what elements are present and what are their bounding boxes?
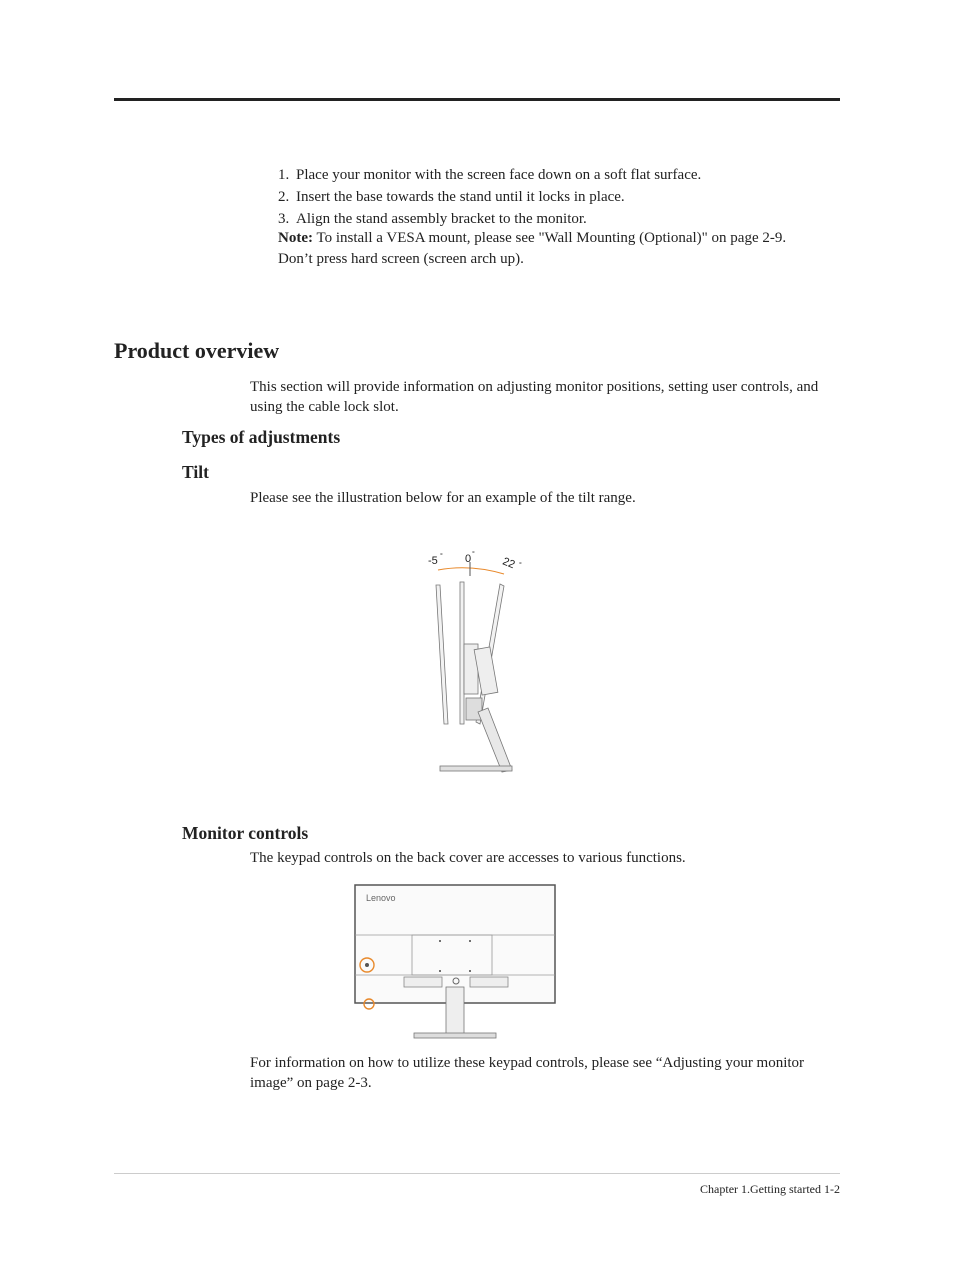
- note-block: [278, 228, 838, 270]
- assembly-steps: [278, 164, 838, 230]
- controls-info: For information on how to utilize these keypad controls, please see “Adjusting your monitor image” on page 2-3.: [250, 1055, 805, 1091]
- screen-tilt-back: [436, 585, 448, 724]
- note-text: To install a VESA mount, please see "Wall Mounting (Optional)" on page 2-9.: [312, 230, 787, 246]
- tilt-title: Tilt: [182, 462, 209, 482]
- monitor-logo: Lenovo: [366, 893, 396, 903]
- controls-description: The keypad controls on the back cover are accesses to various functions.: [250, 850, 686, 866]
- stand-neck-back: [446, 987, 464, 1037]
- screen-upright: [460, 582, 464, 724]
- step-item: 1. Place your monitor with the screen face down on a soft flat surface.: [278, 167, 702, 183]
- footer-rule: [114, 1173, 840, 1174]
- tilt-illustration: [420, 548, 530, 776]
- page-footer: Chapter 1.Getting started 1-2: [700, 1182, 840, 1196]
- note-line2: Don’t press hard screen (screen arch up).: [278, 251, 524, 267]
- stand-base-back: [414, 1033, 496, 1038]
- tilt-label-zero: 0: [465, 553, 472, 565]
- stand-base: [440, 766, 512, 771]
- note-label: Note:: [278, 230, 313, 246]
- tilt-label-minus: -5: [428, 555, 438, 567]
- svg-text:°: °: [440, 553, 443, 560]
- stand-neck: [478, 708, 512, 772]
- section-title: Product overview: [114, 338, 280, 363]
- monitor-back-illustration: [352, 883, 558, 1043]
- svg-text:°: °: [519, 562, 522, 569]
- subsection-title: Types of adjustments: [182, 427, 341, 447]
- step-item: 2. Insert the base towards the stand until it locks in place.: [278, 189, 625, 205]
- tilt-arc: [438, 568, 504, 574]
- tilt-label-plus: 22: [500, 555, 517, 572]
- svg-text:°: °: [472, 551, 475, 558]
- tilt-description: Please see the illustration below for an example of the tilt range.: [250, 490, 636, 506]
- step-item: 3. Align the stand assembly bracket to the monitor.: [278, 211, 587, 227]
- header-rule: [114, 98, 840, 101]
- controls-title: Monitor controls: [182, 823, 309, 843]
- section-intro: This section will provide information on adjusting monitor positions, setting user controls, and using the cable lock slot.: [250, 379, 819, 415]
